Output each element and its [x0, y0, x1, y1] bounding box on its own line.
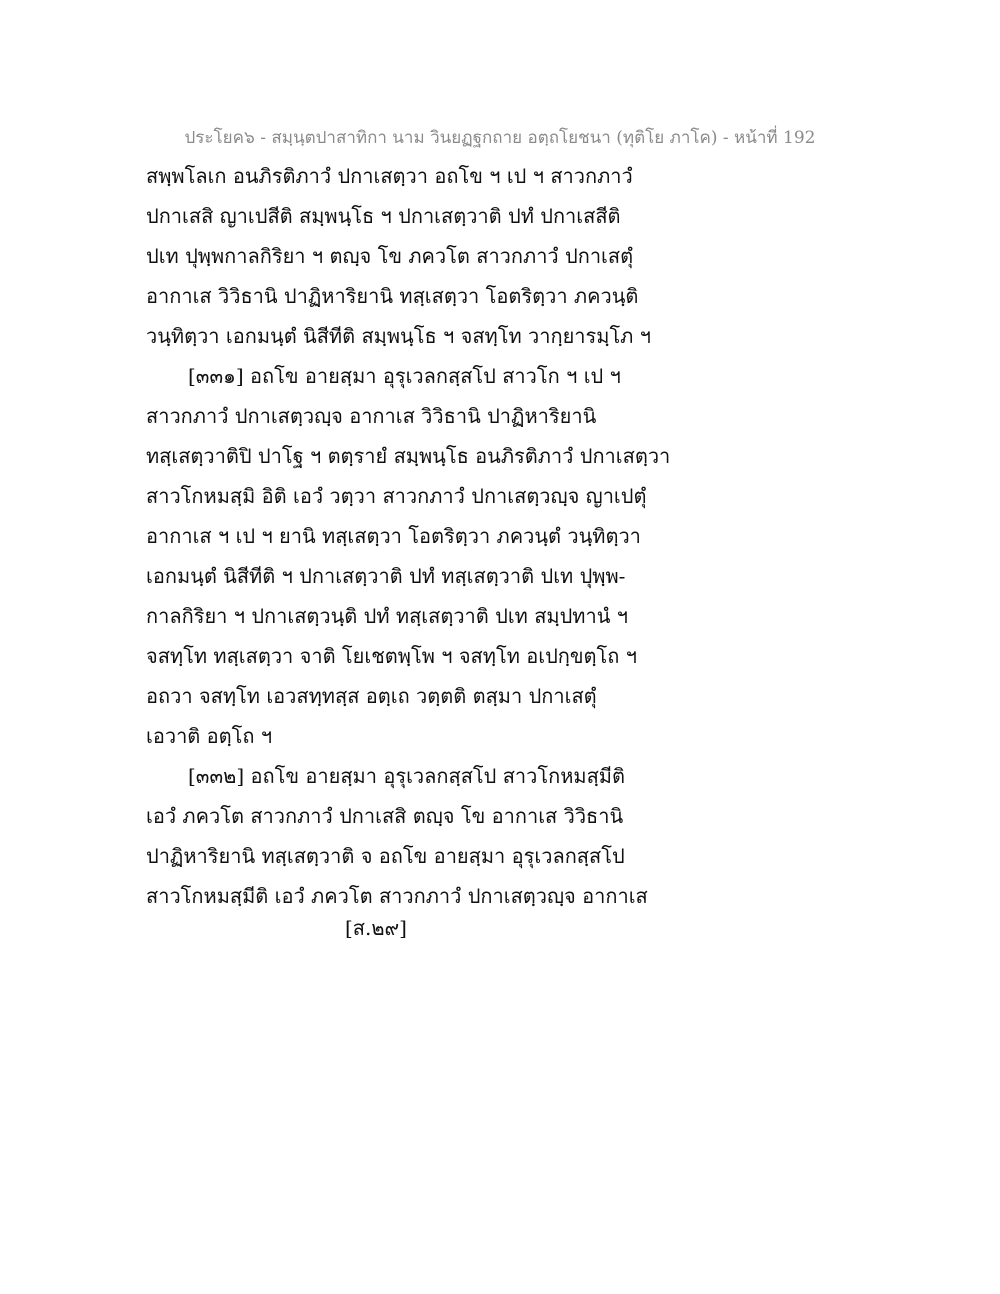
text-line: เอวํ ภควโต สาวกภาวํ ปกาเสสิ ตญฺจ โข อากาเส วิวิธานิ [146, 804, 624, 828]
text-line: กาลกิริยา ฯ ปกาเสตฺวนฺติ ปทํ ทสฺเสตฺวาติ ปเท สมฺปทานํ ฯ [146, 604, 628, 628]
text-line: สพฺพโลเก อนภิรติภาวํ ปกาเสตฺวา อถโข ฯ เป ฯ สาวกภาวํ [146, 164, 633, 188]
text-line: วนฺทิตฺวา เอกมนฺตํ นิสีทีติ สมฺพนฺโธ ฯ จสทฺโท วากฺยารมฺโภ ฯ [146, 324, 651, 348]
text-line: ปาฏิหาริยานิ ทสฺเสตฺวาติ จ อถโข อายสฺมา อุรุเวลกสฺสโป [146, 844, 625, 868]
text-line: จสทฺโท ทสฺเสตฺวา จาติ โยเชตพฺโพ ฯ จสทฺโท อเปกฺขตฺโถ ฯ [146, 644, 637, 668]
page-header: ประโยค๖ - สมฺนฺตปาสาทิกา นาม วินยฏฐกถาย อตฺถโยชนา (ทุติโย ภาโค) - หน้าที่ 192 [184, 128, 816, 148]
text-line: เอกมนฺตํ นิสีทีติ ฯ ปกาเสตฺวาติ ปทํ ทสฺเสตฺวาติ ปเท ปุพฺพ- [146, 564, 626, 588]
text-line: เอวาติ อตฺโถ ฯ [146, 724, 273, 748]
text-line: ทสฺเสตฺวาติปิ ปาโฐ ฯ ตตฺรายํ สมฺพนฺโธ อนภิรติภาวํ ปกาเสตฺวา [146, 444, 671, 468]
text-line: อากาเส วิวิธานิ ปาฏิหาริยานิ ทสฺเสตฺวา โอตริตฺวา ภควนฺติ [146, 284, 639, 308]
page-footer-mark: [ส.๒๙] [344, 916, 407, 940]
paragraph-start-332: [๓๓๒] อถโข อายสฺมา อุรุเวลกสฺสโป สาวโกหมสฺมีติ [188, 764, 625, 788]
body-text [146, 156, 866, 916]
text-line: อากาเส ฯ เป ฯ ยานิ ทสฺเสตฺวา โอตริตฺวา ภควนฺตํ วนฺทิตฺวา [146, 524, 641, 548]
paragraph-start-331: [๓๓๑] อถโข อายสฺมา อุรุเวลกสฺสโป สาวโก ฯ เป ฯ [188, 364, 621, 388]
text-line: สาวกภาวํ ปกาเสตฺวญฺจ อากาเส วิวิธานิ ปาฏิหาริยานิ [146, 404, 597, 428]
text-line: ปกาเสสิ ญาเปสีติ สมฺพนฺโธ ฯ ปกาเสตฺวาติ ปทํ ปกาเสสีติ [146, 204, 621, 228]
text-line: สาวโกหมสฺมิ อิติ เอวํ วตฺวา สาวกภาวํ ปกาเสตฺวญฺจ ญาเปตุํ [146, 484, 647, 508]
text-line: อถวา จสทฺโท เอวสทฺทสฺส อตฺเถ วตฺตติ ตสฺมา ปกาเสตุํ [146, 684, 597, 708]
text-line: ปเท ปุพฺพกาลกิริยา ฯ ตญฺจ โข ภควโต สาวกภาวํ ปกาเสตุํ [146, 244, 634, 268]
text-line: สาวโกหมสฺมีติ เอวํ ภควโต สาวกภาวํ ปกาเสตฺวญฺจ อากาเส [146, 884, 648, 908]
